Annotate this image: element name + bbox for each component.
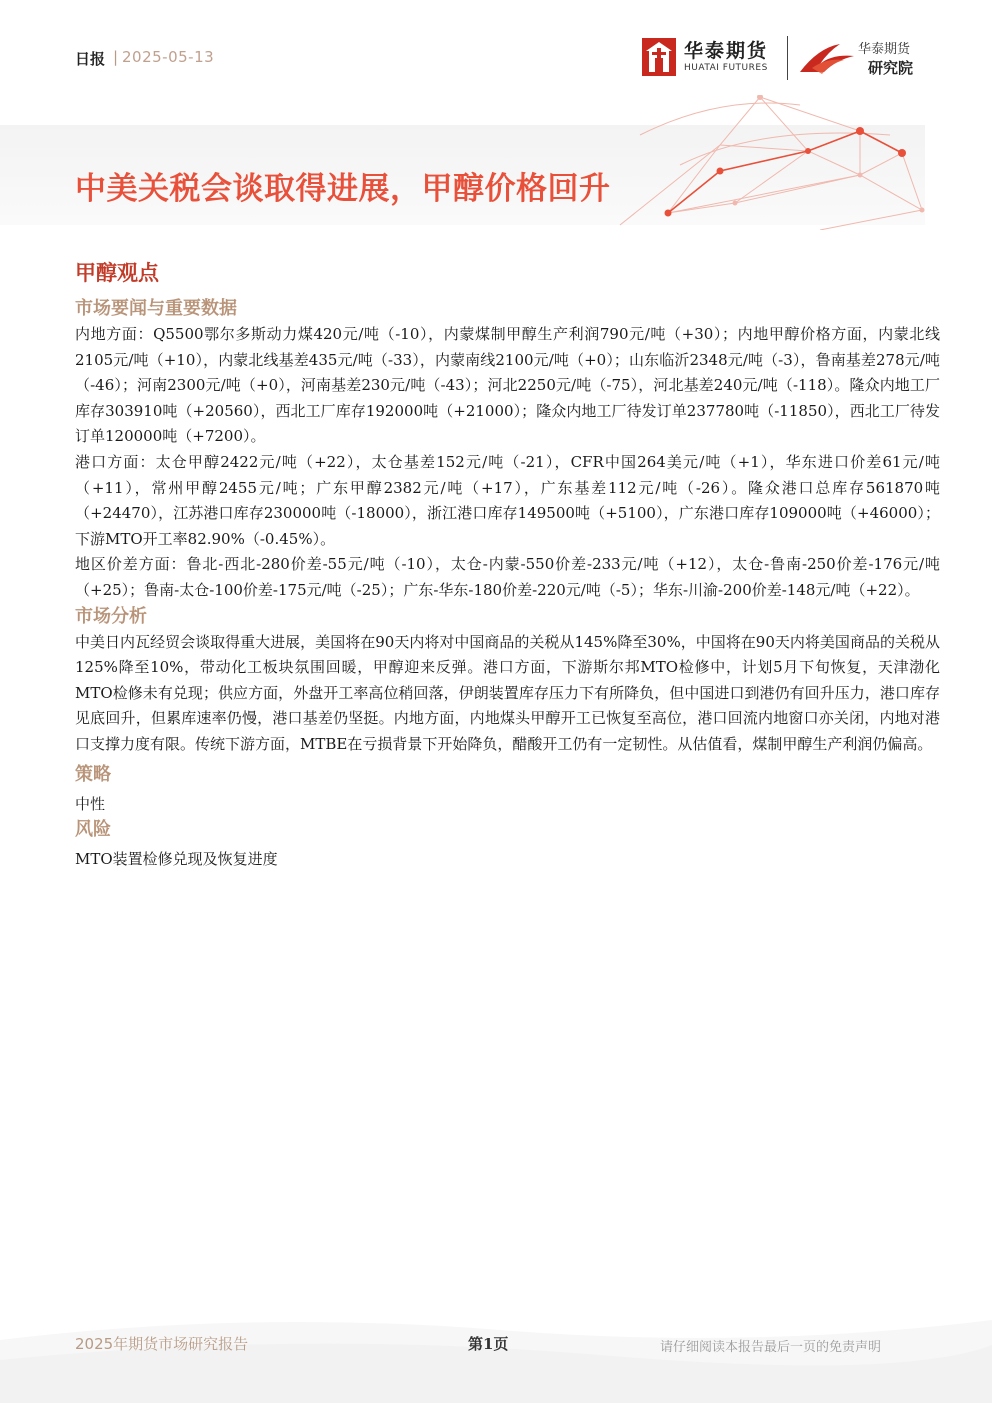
network-decoration-icon	[560, 95, 925, 230]
logo-main-cn: 华泰期货	[684, 40, 769, 62]
risk-subtitle: 风险	[75, 819, 111, 841]
strategy-text: 中性	[75, 794, 106, 813]
risk-text: MTO装置检修兑现及恢复进度	[75, 850, 278, 869]
page-title: 中美关税会谈取得进展，甲醇价格回升	[75, 171, 611, 207]
main-content	[75, 258, 940, 873]
footer-page-number: 第1页	[468, 1335, 509, 1353]
news-subtitle: 市场要闻与重要数据	[75, 298, 237, 319]
section-title: 甲醇观点	[75, 261, 159, 285]
huatai-logo-icon	[642, 38, 676, 76]
huatai-research-logo	[798, 38, 928, 80]
page-header	[0, 0, 992, 95]
analysis-paragraph: 中美日内瓦经贸会谈取得重大进展，美国将在90天内将对中国商品的关税从145%降至30%，中国将在90天内将美国商品的关税从125%降至10%，带动化工板块氛围回暖，甲醇迎来反弹。港口方面，下游斯尔邦MTO检修中，计划5月下旬恢复，天津渤化MTO检修未有兑现；供应方面，外盘开工率高位稍回落，伊朗装置库存压力下有所降负，但中国进口到港仍有回升压力，港口库存见底回升，但累库速率仍慢，港口基差仍坚挺。内地方面，内地煤头甲醇开工已恢复至高位，港口回流内地窗口亦关闭，内地对港口支撑力度有限。传统下游方面，MTBE在亏损背景下开始降负，醋酸开工仍有一定韧性。从估值看，煤制甲醇生产利润仍偏高。	[75, 632, 940, 753]
news-paragraph-inland: 内地方面：Q5500鄂尔多斯动力煤420元/吨（-10），内蒙煤制甲醇生产利润790元/吨（+30）；内地甲醇价格方面，内蒙北线2105元/吨（+10），内蒙北线基差435元/吨（-33），内蒙南线2100元/吨（+0）；山东临沂2348元/吨（-3），鲁南基差278元/吨（-46）；河南2300元/吨（+0），河南基差230元/吨（-43）；河北2250元/吨（-75），河北基差240元/吨（-118）。隆众内地工厂库存303910吨（+20560），西北工厂库存192000吨（+21000）；隆众内地工厂待发订单237780吨（-11850），西北工厂待发订单120000吨（+7200）。	[75, 325, 940, 446]
logo-divider	[787, 36, 788, 80]
title-banner	[0, 95, 925, 230]
header-separator: |	[113, 48, 119, 66]
logo-secondary-bottom: 研究院	[868, 59, 914, 77]
news-paragraph-port: 港口方面：太仓甲醇2422元/吨（+22），太仓基差152元/吨（-21），CFR中国264美元/吨（+1），华东进口价差61元/吨（+11），常州甲醇2455元/吨；广东甲醇2382元/吨（+17），广东基差112元/吨（-26）。隆众港口总库存561870吨（+24470），江苏港口库存230000吨（-18000），浙江港口库存149500吨（+5100），广东港口库存109000吨（+46000）；下游MTO开工率82.90%（-0.45%）。	[75, 452, 940, 548]
analysis-subtitle: 市场分析	[75, 605, 147, 627]
report-date: 2025-05-13	[122, 48, 215, 66]
footer-disclaimer: 请仔细阅读本报告最后一页的免责声明	[660, 1340, 882, 1355]
huatai-futures-logo	[642, 38, 768, 76]
research-swoosh-icon	[798, 38, 858, 78]
report-type: 日报	[75, 50, 106, 68]
footer-report-name: 2025年期货市场研究报告	[75, 1335, 249, 1353]
logo-secondary-top: 华泰期货	[858, 42, 911, 57]
logo-main-en: HUATAI FUTURES	[684, 63, 768, 73]
strategy-subtitle: 策略	[75, 763, 111, 785]
news-paragraph-spread: 地区价差方面：鲁北-西北-280价差-55元/吨（-10），太仓-内蒙-550价差-233元/吨（+12），太仓-鲁南-250价差-176元/吨（+25）；鲁南-太仓-100价差-175元/吨（-25）；广东-华东-180价差-220元/吨（-5）；华东-川渝-200价差-148元/吨（+22）。	[75, 555, 940, 599]
